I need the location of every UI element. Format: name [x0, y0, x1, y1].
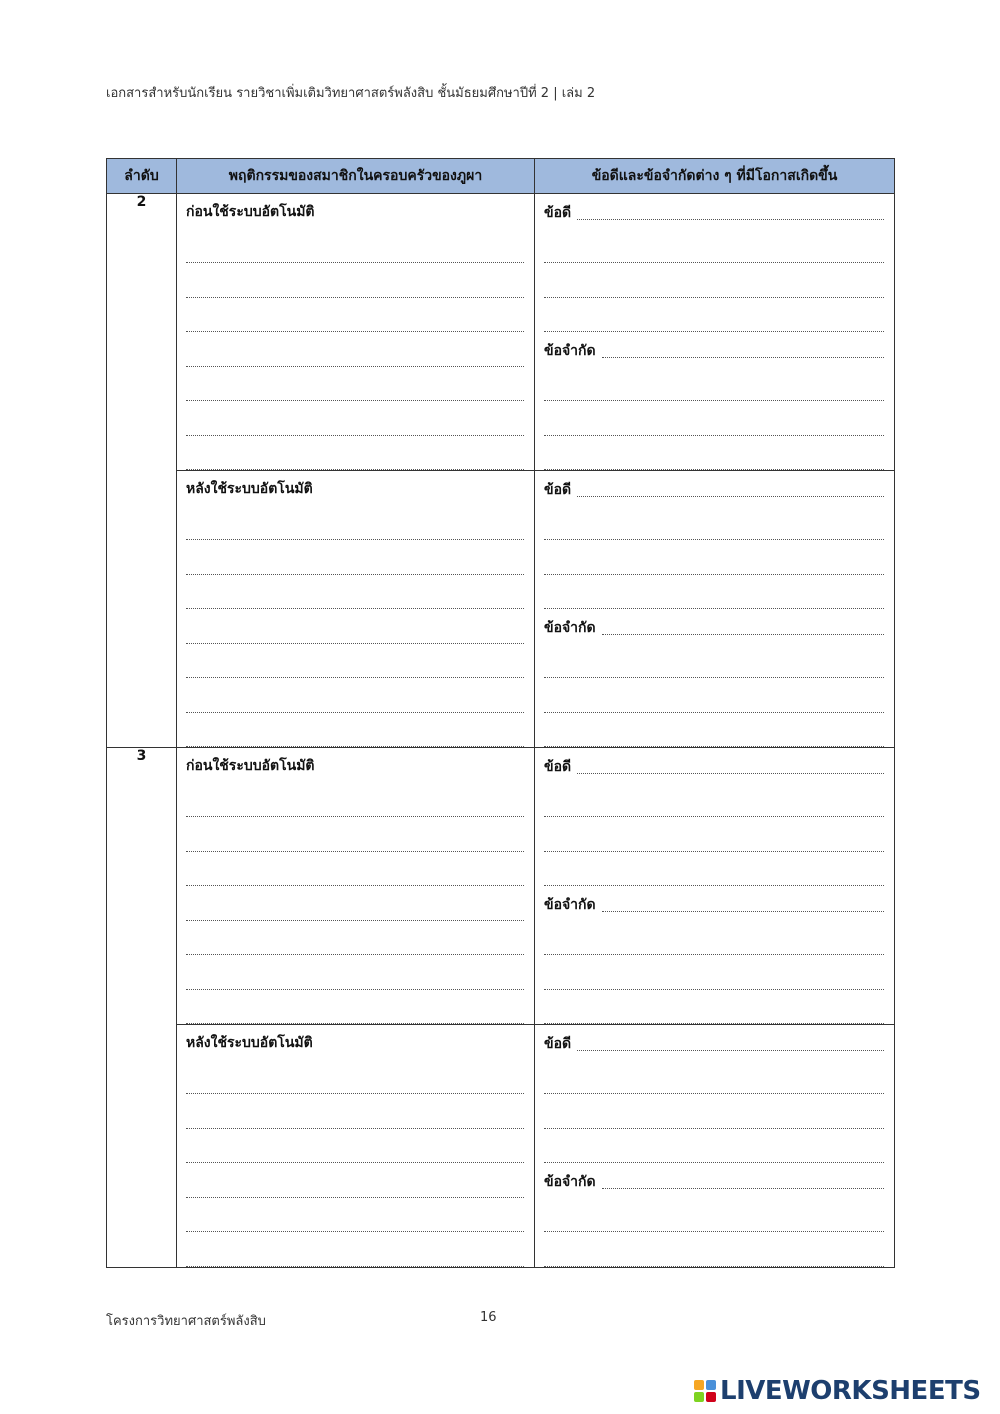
col-header-pros-cons: ข้อดีและข้อจำกัดต่าง ๆ ที่มีโอกาสเกิดขึ้น — [535, 159, 895, 194]
pros-cons-cell — [535, 194, 895, 471]
answer-line[interactable] — [544, 783, 884, 818]
answer-line[interactable] — [544, 1060, 884, 1095]
col-header-order: ลำดับ — [107, 159, 177, 194]
pros-label: ข้อดี — [544, 481, 572, 498]
liveworksheets-icon — [694, 1380, 716, 1402]
cons-line[interactable] — [544, 886, 884, 921]
behavior-cell-after — [177, 1025, 535, 1268]
answer-line[interactable] — [186, 955, 524, 990]
answer-line[interactable] — [544, 955, 884, 990]
answer-line[interactable] — [544, 990, 884, 1025]
answer-line[interactable] — [544, 678, 884, 713]
cons-label: ข้อจำกัด — [544, 619, 596, 636]
answer-line[interactable] — [186, 1232, 524, 1267]
answer-line[interactable] — [544, 540, 884, 575]
liveworksheets-wordmark: LIVEWORKSHEETS — [720, 1376, 981, 1406]
answer-line[interactable] — [544, 367, 884, 402]
pros-cons-cell — [535, 471, 895, 748]
answer-line[interactable] — [186, 229, 524, 264]
table-row — [107, 194, 895, 471]
col-header-behavior: พฤติกรรมของสมาชิกในครอบครัวของภูผา — [177, 159, 535, 194]
liveworksheets-logo — [694, 1374, 981, 1408]
answer-line[interactable] — [544, 263, 884, 298]
section-label-before: ก่อนใช้ระบบอัตโนมัติ — [186, 758, 315, 774]
answer-line[interactable] — [544, 817, 884, 852]
answer-line[interactable] — [544, 713, 884, 748]
behavior-cell-after — [177, 471, 535, 748]
answer-line[interactable] — [544, 1198, 884, 1233]
answer-line[interactable] — [186, 575, 524, 610]
answer-line[interactable] — [186, 921, 524, 956]
answer-line[interactable] — [186, 990, 524, 1025]
answer-line[interactable] — [186, 713, 524, 748]
table-row — [107, 748, 895, 1025]
pros-line[interactable] — [544, 748, 884, 783]
pros-label: ข้อดี — [544, 1035, 572, 1052]
pros-line[interactable] — [544, 194, 884, 229]
answer-line[interactable] — [544, 229, 884, 264]
behavior-cell-before — [177, 748, 535, 1025]
answer-line[interactable] — [544, 921, 884, 956]
answer-line[interactable] — [544, 1129, 884, 1164]
answer-line[interactable] — [544, 298, 884, 333]
answer-line[interactable] — [186, 298, 524, 333]
section-label-after: หลังใช้ระบบอัตโนมัติ — [186, 481, 313, 497]
section-label-before: ก่อนใช้ระบบอัตโนมัติ — [186, 204, 315, 220]
answer-line[interactable] — [186, 1163, 524, 1198]
answer-line[interactable] — [186, 1094, 524, 1129]
footer-project-name: โครงการวิทยาศาสตร์พลังสิบ — [106, 1314, 266, 1329]
answer-line[interactable] — [186, 644, 524, 679]
document-header: เอกสารสำหรับนักเรียน รายวิชาเพิ่มเติมวิทยาศาสตร์พลังสิบ ชั้นมัธยมศึกษาปีที่ 2 | เล่ม 2 — [106, 86, 596, 101]
answer-line[interactable] — [186, 886, 524, 921]
answer-line[interactable] — [186, 332, 524, 367]
row-number: 3 — [107, 748, 177, 1268]
answer-line[interactable] — [186, 609, 524, 644]
answer-line[interactable] — [186, 817, 524, 852]
pros-label: ข้อดี — [544, 758, 572, 775]
table-header-row — [107, 159, 895, 194]
answer-line[interactable] — [544, 644, 884, 679]
answer-line[interactable] — [186, 436, 524, 471]
answer-line[interactable] — [544, 436, 884, 471]
answer-line[interactable] — [186, 1129, 524, 1164]
cons-line[interactable] — [544, 332, 884, 367]
answer-line[interactable] — [544, 401, 884, 436]
answer-line[interactable] — [186, 1198, 524, 1233]
answer-line[interactable] — [186, 367, 524, 402]
answer-line[interactable] — [186, 1060, 524, 1095]
cons-line[interactable] — [544, 1163, 884, 1198]
row-number: 2 — [107, 194, 177, 748]
answer-line[interactable] — [544, 575, 884, 610]
pros-cons-cell — [535, 748, 895, 1025]
table-row — [107, 1025, 895, 1268]
cons-label: ข้อจำกัด — [544, 896, 596, 913]
pros-line[interactable] — [544, 471, 884, 506]
answer-line[interactable] — [544, 1094, 884, 1129]
section-label-after: หลังใช้ระบบอัตโนมัติ — [186, 1035, 313, 1051]
answer-line[interactable] — [544, 506, 884, 541]
answer-line[interactable] — [186, 783, 524, 818]
answer-line[interactable] — [186, 540, 524, 575]
behavior-cell-before — [177, 194, 535, 471]
answer-line[interactable] — [544, 1232, 884, 1267]
cons-label: ข้อจำกัด — [544, 342, 596, 359]
pros-cons-cell — [535, 1025, 895, 1268]
worksheet-table — [106, 158, 895, 1268]
answer-line[interactable] — [186, 506, 524, 541]
cons-line[interactable] — [544, 609, 884, 644]
answer-line[interactable] — [186, 678, 524, 713]
answer-line[interactable] — [186, 852, 524, 887]
table-row — [107, 471, 895, 748]
answer-line[interactable] — [544, 852, 884, 887]
answer-line[interactable] — [186, 401, 524, 436]
page-number: 16 — [480, 1310, 497, 1325]
answer-line[interactable] — [186, 263, 524, 298]
pros-label: ข้อดี — [544, 204, 572, 221]
cons-label: ข้อจำกัด — [544, 1173, 596, 1190]
pros-line[interactable] — [544, 1025, 884, 1060]
